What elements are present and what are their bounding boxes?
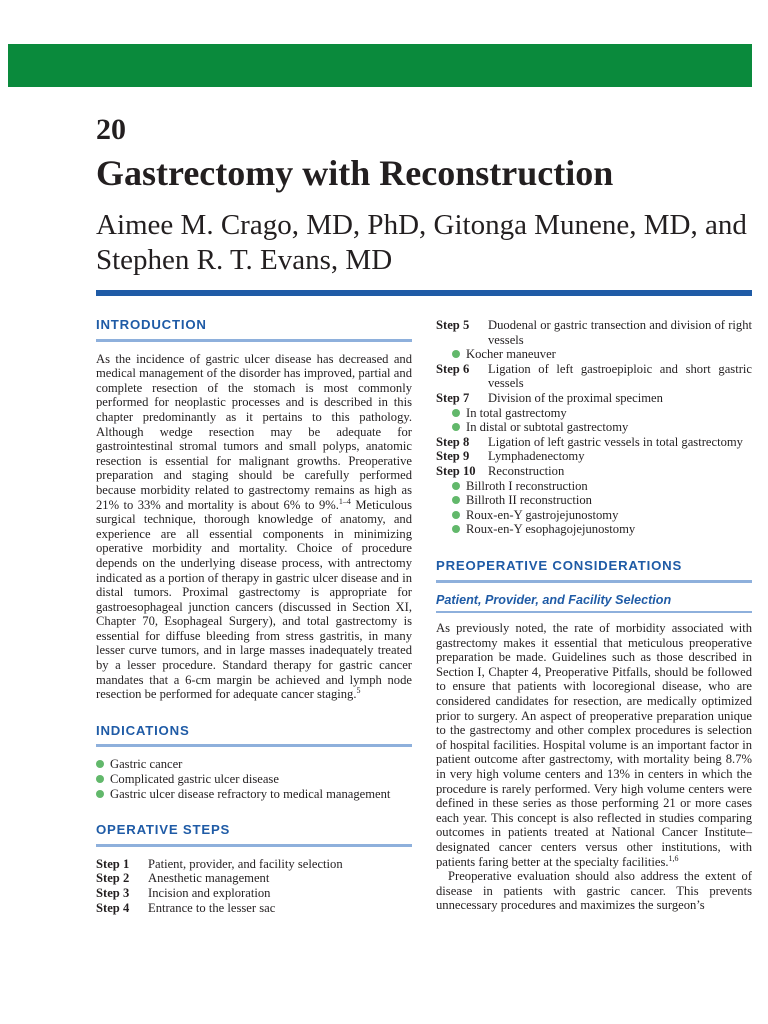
step-label: Step 5 [436,318,470,332]
step-item [436,318,752,347]
step-text: Anesthetic management [148,871,270,886]
preoperative-paragraph-2: Preoperative evaluation should also address the extent of disease in patients with gastric cancer. This prevents unnecessary procedures and maximizes the surgeon’s [436,869,752,913]
step-text: Duodenal or gastric transection and division of right vessels [488,318,752,347]
step-item [436,449,752,464]
chapter-title: Gastrectomy with Reconstruction [96,153,614,193]
step-item [96,871,412,886]
step-label: Step 9 [436,449,470,464]
preoperative-heading: PREOPERATIVE CONSIDERATIONS [436,559,752,583]
right-column [436,318,752,913]
step-text: Reconstruction [488,463,565,478]
left-column [96,318,412,915]
step-label: Step 8 [436,434,470,449]
chapter-number: 20 [96,113,126,146]
preoperative-text-1: As previously noted, the rate of morbidity associated with gastrectomy makes it essential that meticulous preoperative preparation be made. Guidelines such as those described in Section I, Chapter 4, Preoperative Pitfalls, should be followed to ensure that patients with locoregional disease, who are considered candidates for resection, are medically optimized prior to surgery. An aspect of preoperative preparation unique to the gastrectomy and other complex procedures is selection of hospital facilities. Hospital volume is an important factor in patient outcome after gastrectomy, with mortality being 8.7% in very high volume centers and 13% in centers in which the procedure is rarely performed. Very high volume centers were defined in these series as those performing 21 or more cases each year. This concept is also reflected in studies comparing outcomes in patients treated at National Cancer Institute–designated cancer centers versus other institutions, with patients faring better at the specialty facilities. [436,621,752,869]
operative-steps-heading: OPERATIVE STEPS [96,823,412,847]
indications-heading: INDICATIONS [96,724,412,748]
step-text: Incision and exploration [148,886,271,900]
step-sub-item: Billroth II reconstruction [452,493,752,508]
step-text: Ligation of left gastroepiploic and short gastric vessels [488,361,752,391]
title-rule [96,290,752,296]
step-label: Step 4 [96,900,130,915]
step-sub-item: Kocher maneuver [452,347,752,362]
step-sub-item: Roux-en-Y gastrojejunostomy [452,508,752,523]
operative-steps-list-part3 [436,362,752,406]
introduction-heading: INTRODUCTION [96,318,412,342]
step-item [436,362,752,391]
operative-steps-list-part1 [96,857,412,915]
step-text: Division of the proximal specimen [488,390,663,405]
introduction-text-2: Meticulous surgical technique, thorough knowledge of anatomy, and experience are all essential components in minimizing operative morbidity and mortality. Choice of procedure depends on the underlying disease process, with antrectomy indicated as a portion of therapy in gastric ulcer disease and in distal tumors. Proximal gastrectomy is appropriate for gastroesophageal junction cancers (discussed in Section XI, Chapter 70, Esophageal Surgery), and total gastrectomy is essential for diffuse bleeding from stress gastritis, in many lesser curve tumors, and in large masses inadequately treated by a lesser procedure. Standard therapy for gastric cancer mandates that a 6-cm margin be achieved and lymph node resection be performed for adequate cancer staging. [96,497,412,702]
operative-steps-list-part2 [436,318,752,347]
chapter-authors: Aimee M. Crago, MD, PhD, Gitonga Munene, MD, and Stephen R. T. Evans, MD [96,209,747,276]
step-sub-list [436,406,752,435]
operative-steps-list-part4 [436,435,752,479]
step-item [96,886,412,901]
step-text: Entrance to the lesser sac [148,900,276,915]
preoperative-subheading: Patient, Provider, and Facility Selection [436,593,752,614]
step-sub-item: Billroth I reconstruction [452,479,752,494]
citation-superscript: 1,6 [668,853,679,863]
introduction-text-1: As the incidence of gastric ulcer disease has decreased and medical management of the disorder has improved, partial and complete resection of the stomach is most commonly performed for neoplastic processes and is described in this chapter predominantly as it pertains to this pathology. Although wedge resection may be adequate for gastrointestinal stromal tumors and small polyps, anatomic resection is essential for malignant growths. Preoperative preparation and staging should be carefully performed because morbidity related to gastrectomy remains as high as 21% to 33% and mortality is about 6% to 9%. [96,351,412,512]
step-label: Step 2 [96,871,130,886]
step-item [96,857,412,872]
chapter-header-band [8,44,752,87]
step-sub-item: Roux-en-Y esophagojejunostomy [452,522,752,537]
citation-superscript: 1–4 [338,496,351,506]
step-label: Step 1 [96,856,130,871]
step-item [96,901,412,916]
step-sub-list [436,347,752,362]
preoperative-paragraph-1 [436,621,752,869]
step-item [436,391,752,406]
indication-item: Complicated gastric ulcer disease [96,772,412,787]
step-label: Step 6 [436,361,470,376]
step-label: Step 7 [436,390,470,405]
indication-item: Gastric ulcer disease refractory to medical management [96,787,412,802]
step-item [436,435,752,450]
indications-list [96,757,412,801]
introduction-paragraph [96,352,412,702]
step-sub-item: In total gastrectomy [452,406,752,421]
step-label: Step 10 [436,463,476,478]
step-text: Patient, provider, and facility selection [148,856,343,871]
step-item [436,464,752,479]
step-sub-list [436,479,752,537]
step-text: Ligation of left gastric vessels in total gastrectomy [488,434,743,449]
step-sub-item: In distal or subtotal gastrectomy [452,420,752,435]
step-label: Step 3 [96,886,130,900]
citation-superscript: 5 [356,686,361,696]
indication-item: Gastric cancer [96,757,412,772]
step-text: Lymphadenectomy [488,449,585,464]
